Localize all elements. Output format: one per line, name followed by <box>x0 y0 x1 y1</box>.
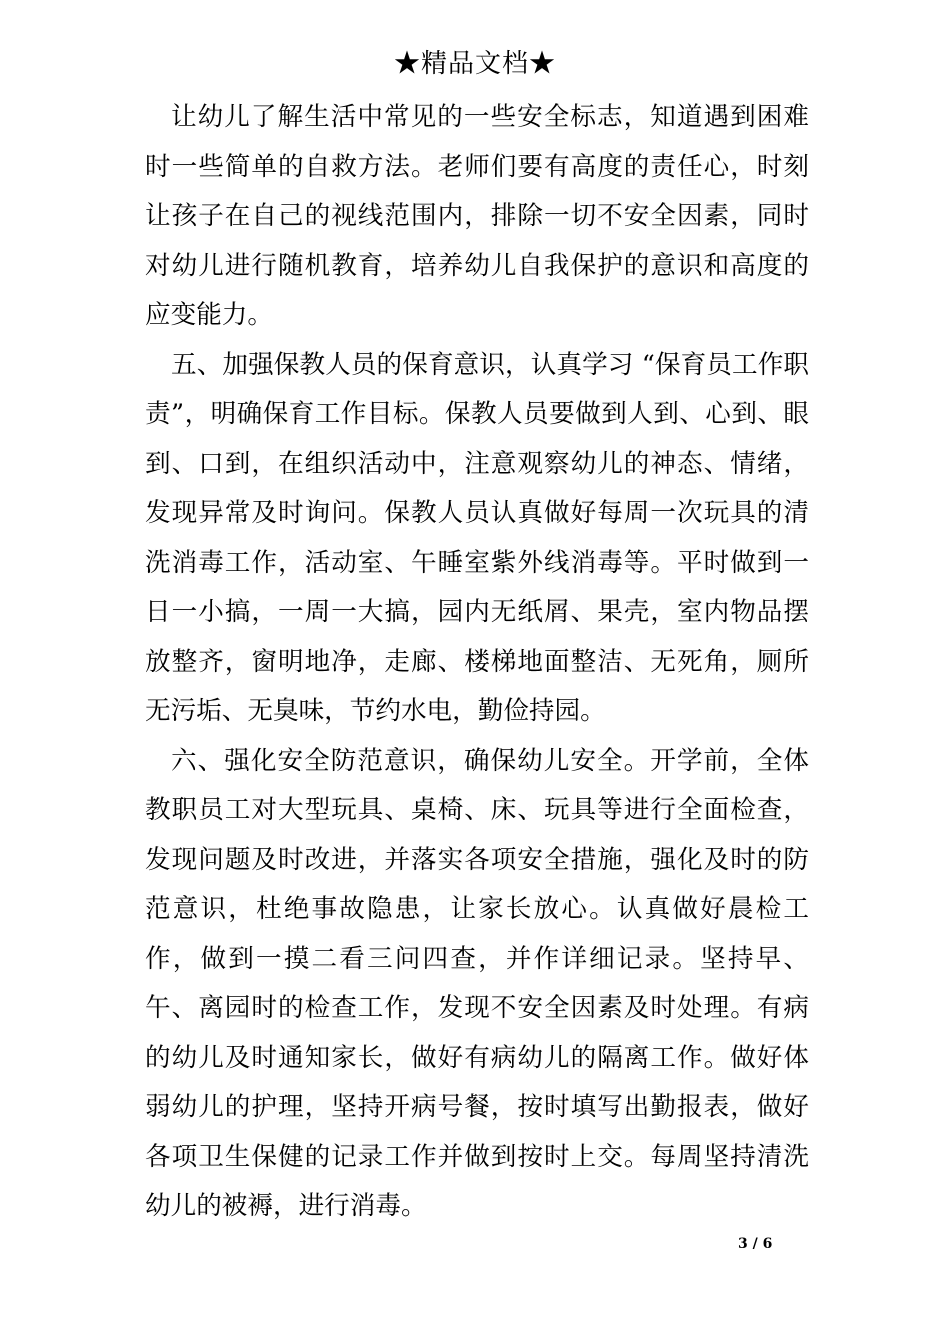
document-body <box>145 93 809 1232</box>
paragraph-section-six: 六、强化安全防范意识，确保幼儿安全。开学前，全体教职员工对大型玩具、桌椅、床、玩具等进行全面检查，发现问题及时改进，并落实各项安全措施，强化及时的防范意识，杜绝事故隐患，让家长放心。认真做好晨检工作，做到一摸二看三问四查，并作详细记录。坚持早、午、离园时的检查工作，发现不安全因素及时处理。有病的幼儿及时通知家长，做好有病幼儿的隔离工作。做好体弱幼儿的护理，坚持开病号餐，按时填写出勤报表，做好各项卫生保健的记录工作并做到按时上交。每周坚持清洗幼儿的被褥，进行消毒。 <box>145 745 809 1221</box>
paragraph-safety-signs: 让幼儿了解生活中常见的一些安全标志，知道遇到困难时一些简单的自救方法。老师们要有高度的责任心，时刻让孩子在自己的视线范围内，排除一切不安全因素，同时对幼儿进行随机教育，培养幼儿自我保护的意识和高度的应变能力。 <box>145 102 809 330</box>
page-number: 3 / 6 <box>738 1236 773 1252</box>
paragraph-section-five: 五、加强保教人员的保育意识，认真学习 “保育员工作职责”，明确保育工作目标。保教人员要做到人到、心到、眼到、口到，在组织活动中，注意观察幼儿的神态、情绪，发现异常及时询问。保教人员认真做好每周一次玩具的清洗消毒工作，活动室、午睡室紫外线消毒等。平时做到一日一小搞，一周一大搞，园内无纸屑、果壳，室内物品摆放整齐，窗明地净，走廊、楼梯地面整洁、无死角，厕所无污垢、无臭味，节约水电，勤俭持园。 <box>145 349 809 726</box>
document-header-title: ★精品文档★ <box>393 49 556 79</box>
